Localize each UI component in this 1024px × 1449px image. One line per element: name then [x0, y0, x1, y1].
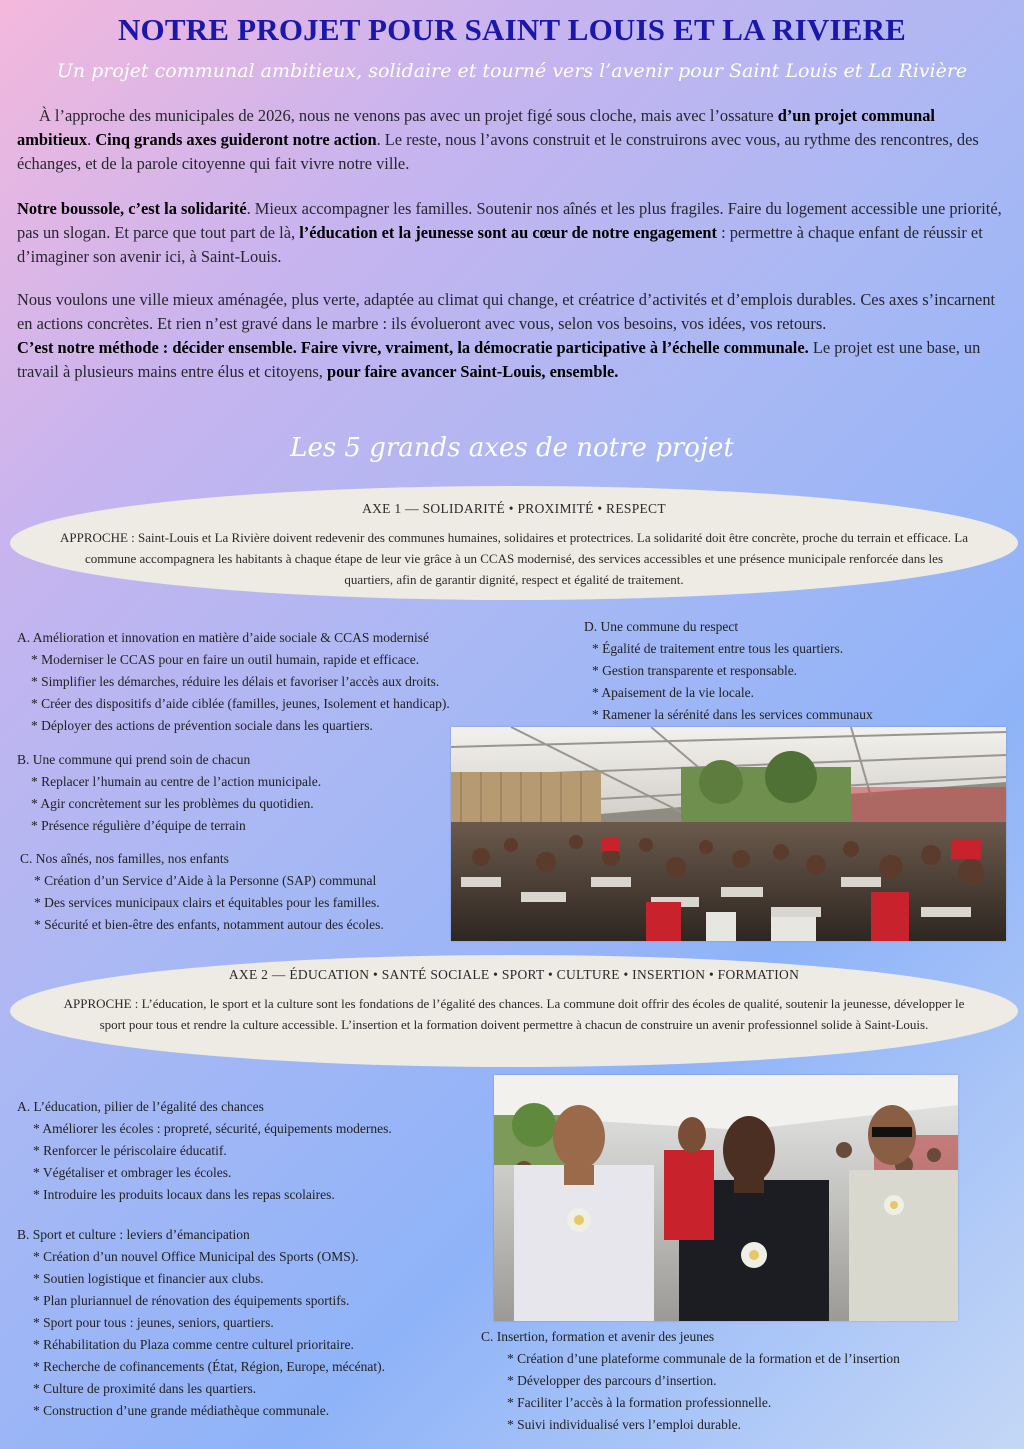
axe2-section-b — [17, 1224, 385, 1422]
list-item: * Créer des dispositifs d’aide ciblée (familles, jeunes, Isolement et handicap). — [31, 696, 450, 711]
section-title: A. Amélioration et innovation en matière d’aide sociale & CCAS modernisé — [17, 630, 430, 645]
list-item: * Simplifier les démarches, réduire les délais et favoriser l’accès aux droits. — [31, 674, 440, 689]
axe1-section-d — [584, 616, 873, 726]
method-paragraph: Nous voulons une ville mieux aménagée, plus verte, adaptée au climat qui change, et créatrice d’activités et d’emplois durables. Ces axes s’incarnent en actions concrètes. Et rien n’est gravé dans le marbre : ils évolueront avec vous, selon vos besoins, vos idées, vos retours. C’est notre méthode : décider ensemble. Faire vivre, vraiment, la démocratie participative à l’échelle communale. Le projet est une base, un travail à plusieurs mains entre élus et citoyens, pour faire avancer Saint-Louis, ensemble. — [17, 290, 996, 381]
list-item: * Moderniser le CCAS pour en faire un outil humain, rapide et efficace. — [31, 652, 420, 667]
list-item: * Introduire les produits locaux dans les repas scolaires. — [33, 1187, 335, 1202]
section-title: D. Une commune du respect — [584, 619, 739, 634]
axe1-approach-oval — [10, 486, 1018, 600]
crowd-under-tent-photo — [451, 727, 1006, 941]
list-item: * Création d’un Service d’Aide à la Personne (SAP) communal — [34, 873, 377, 888]
section-title: B. Sport et culture : leviers d’émancipation — [17, 1227, 250, 1242]
list-item: * Gestion transparente et responsable. — [592, 663, 798, 678]
intro-paragraph: À l’approche des municipales de 2026, nous ne venons pas avec un projet figé sous cloche, mais avec l’ossature d’un projet communal ambitieux. Cinq grands axes guideront notre action. Le reste, nous l’avons construit et le construirons avec vous, au rythme des rencontres, des échanges, et de la parole citoyenne qui fait vivre notre ville. — [17, 106, 979, 173]
list-item: * Ramener la sérénité dans les services communaux — [592, 707, 873, 722]
list-item: * Déployer des actions de prévention sociale dans les quartiers. — [31, 718, 373, 733]
list-item: * Des services municipaux clairs et équitables pour les familles. — [34, 895, 380, 910]
axe2-section-c — [481, 1326, 900, 1436]
list-item: * Développer des parcours d’insertion. — [507, 1373, 717, 1388]
list-item: * Recherche de cofinancements (État, Région, Europe, mécénat). — [33, 1359, 385, 1374]
axe1-section-b — [17, 749, 321, 837]
list-item: * Agir concrètement sur les problèmes du quotidien. — [31, 796, 314, 811]
list-item: * Sécurité et bien-être des enfants, notamment autour des écoles. — [34, 917, 384, 932]
list-item: * Soutien logistique et financier aux clubs. — [33, 1271, 264, 1286]
section-title: C. Insertion, formation et avenir des jeunes — [481, 1329, 715, 1344]
axe2-approach: APPROCHE : L’éducation, le sport et la culture sont les fondations de l’égalité des chances. La commune doit offrir des écoles de qualité, soutenir la jeunesse, développer le sport pour tous et rendre la culture accessible. L’insertion et la formation doivent permettre à chacun de construire un avenir professionnel solide à Saint-Louis. — [63, 996, 965, 1032]
axe1-section-c — [20, 848, 384, 936]
list-item: * Végétaliser et ombrager les écoles. — [33, 1165, 232, 1180]
list-item: * Apaisement de la vie locale. — [592, 685, 754, 700]
list-item: * Création d’un nouvel Office Municipal des Sports (OMS). — [33, 1249, 359, 1264]
men-with-flower-garlands-photo — [494, 1075, 958, 1321]
axe1-title: AXE 1 — SOLIDARITÉ • PROXIMITÉ • RESPECT — [362, 501, 666, 516]
section-title: B. Une commune qui prend soin de chacun — [17, 752, 251, 767]
page-subtitle: Un projet communal ambitieux, solidaire et tourné vers l’avenir pour Saint Louis et La Rivière — [56, 60, 968, 82]
list-item: * Création d’une plateforme communale de la formation et de l’insertion — [507, 1351, 900, 1366]
axe2-approach-oval — [10, 955, 1018, 1067]
axe2-title: AXE 2 — ÉDUCATION • SANTÉ SOCIALE • SPORT • CULTURE • INSERTION • FORMATION — [228, 967, 800, 982]
list-item: * Suivi individualisé vers l’emploi durable. — [507, 1417, 741, 1432]
section-title: C. Nos aînés, nos familles, nos enfants — [20, 851, 229, 866]
list-item: * Égalité de traitement entre tous les quartiers. — [592, 641, 844, 656]
list-item: * Faciliter l’accès à la formation professionnelle. — [507, 1395, 772, 1410]
list-item: * Culture de proximité dans les quartiers. — [33, 1381, 257, 1396]
section-title: A. L’éducation, pilier de l’égalité des chances — [17, 1099, 264, 1114]
axe1-section-a — [17, 627, 450, 737]
axes-heading: Les 5 grands axes de notre projet — [290, 433, 734, 463]
list-item: * Améliorer les écoles : propreté, sécurité, équipements modernes. — [33, 1121, 392, 1136]
list-item: * Présence régulière d’équipe de terrain — [31, 818, 246, 833]
list-item: * Replacer l’humain au centre de l’action municipale. — [31, 774, 322, 789]
solidarity-paragraph: Notre boussole, c’est la solidarité. Mieux accompagner les familles. Soutenir nos aînés et les plus fragiles. Faire du logement accessible une priorité, pas un slogan. Et parce que tout part de là, l’éducation et la jeunesse sont au cœur de notre engagement : permettre à chaque enfant de réussir et d’imaginer son avenir ici, à Saint-Louis. — [17, 199, 1002, 266]
list-item: * Renforcer le périscolaire éducatif. — [33, 1143, 227, 1158]
list-item: * Plan pluriannuel de rénovation des équipements sportifs. — [33, 1293, 350, 1308]
page-title: NOTRE PROJET POUR SAINT LOUIS ET LA RIVIERE — [117, 12, 907, 47]
list-item: * Sport pour tous : jeunes, seniors, quartiers. — [33, 1315, 274, 1330]
axe1-approach: APPROCHE : Saint-Louis et La Rivière doivent redevenir des communes humaines, solidaires et protectrices. La solidarité doit être concrète, proche du terrain et efficace. La commune accompagnera les habitants à chaque étape de leur vie grâce à un CCAS modernisé, des services accessibles et une présence municipale renforcée dans les quartiers, afin de garantir dignité, respect et égalité de traitement. — [60, 530, 969, 587]
list-item: * Réhabilitation du Plaza comme centre culturel prioritaire. — [33, 1337, 354, 1352]
axe2-section-a — [17, 1096, 392, 1206]
list-item: * Construction d’une grande médiathèque communale. — [33, 1403, 330, 1418]
